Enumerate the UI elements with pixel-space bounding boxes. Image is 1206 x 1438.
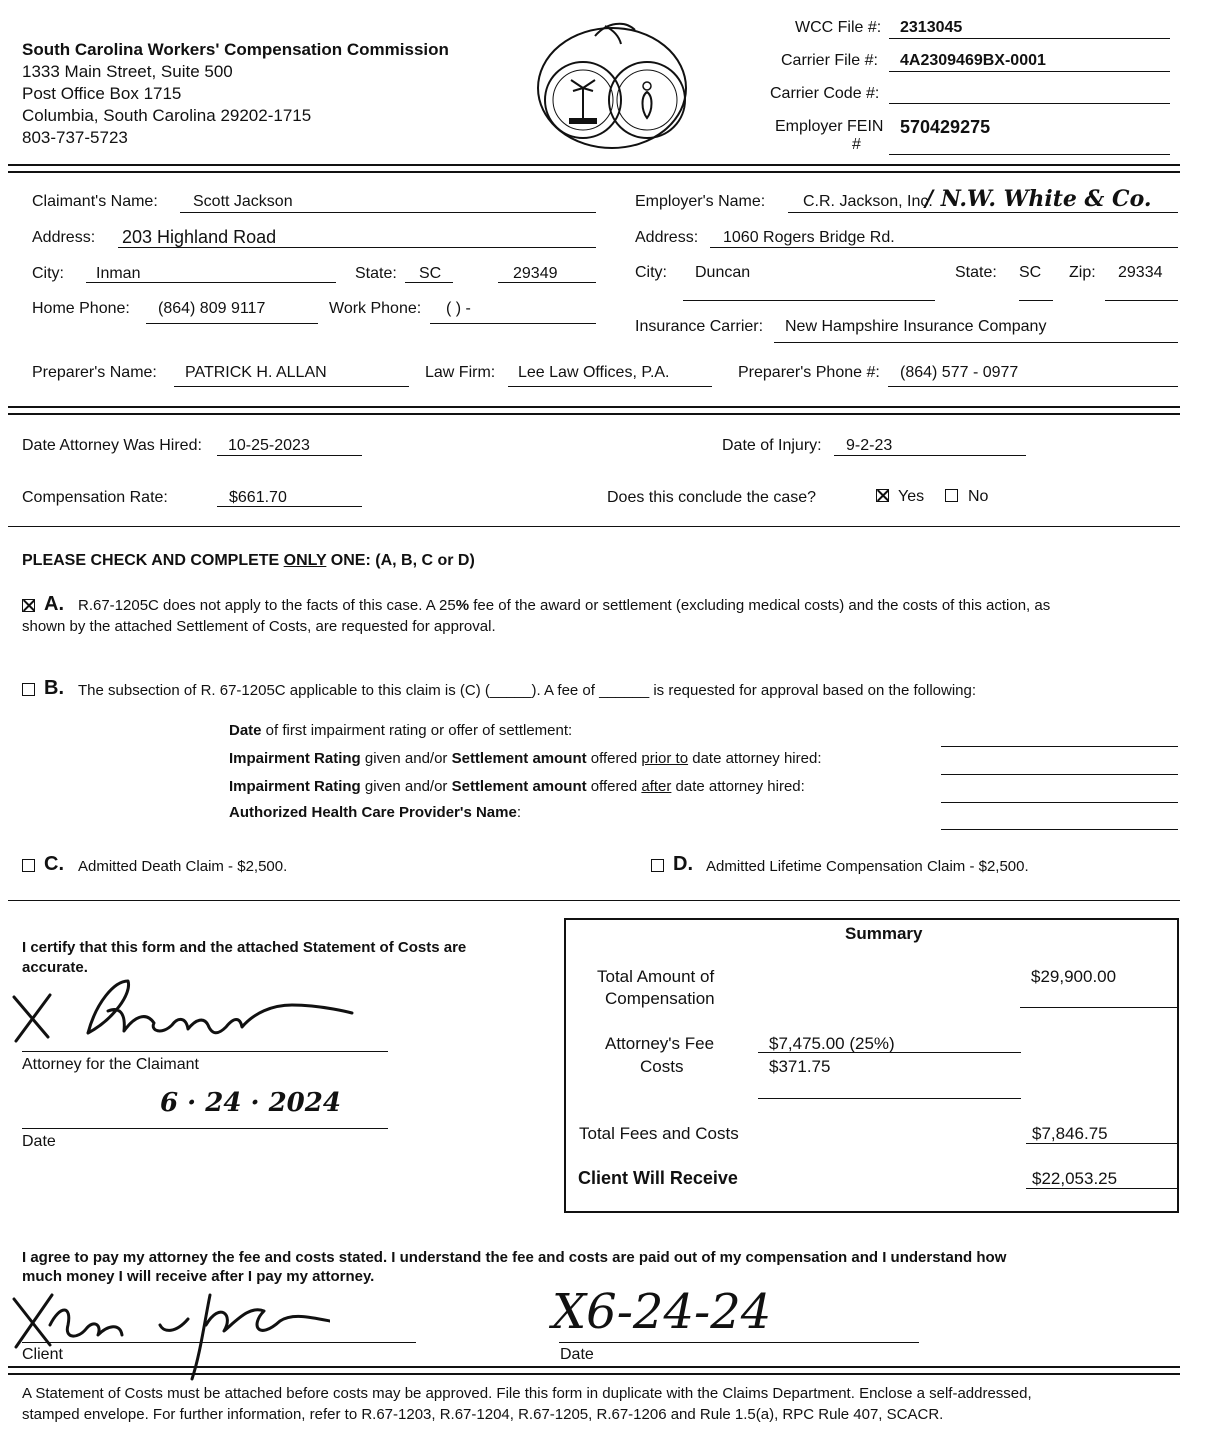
agreement-text-line1: I agree to pay my attorney the fee and costs stated. I understand the fee and costs are paid out of my compensation and I understand how bbox=[22, 1249, 1007, 1266]
client-signature-label: Client bbox=[22, 1346, 63, 1363]
employer-name-handwritten: / N.W. White & Co. bbox=[925, 186, 1152, 212]
commission-name: South Carolina Workers' Compensation Commission bbox=[22, 40, 449, 59]
option-b-item-after: Impairment Rating given and/or Settlement amount offered after date attorney hired: bbox=[229, 778, 805, 795]
certify-statement: I certify that this form and the attached Statement of Costs are bbox=[22, 939, 467, 956]
comp-rate-label: Compensation Rate: bbox=[22, 489, 168, 506]
commission-address-line1: 1333 Main Street, Suite 500 bbox=[22, 62, 233, 81]
employer-fein-value[interactable]: 570429275 bbox=[900, 117, 991, 137]
option-a-letter: A. bbox=[44, 593, 64, 615]
claimant-city-value[interactable]: Inman bbox=[96, 265, 141, 282]
option-b-item-provider: Authorized Health Care Provider's Name: bbox=[229, 804, 521, 821]
date-hired-label: Date Attorney Was Hired: bbox=[22, 437, 202, 454]
law-firm-value[interactable]: Lee Law Offices, P.A. bbox=[518, 364, 670, 381]
client-receive-value[interactable]: $22,053.25 bbox=[1032, 1169, 1118, 1188]
state-seal-icon bbox=[535, 14, 690, 154]
law-firm-label: Law Firm: bbox=[425, 364, 496, 381]
option-b-item-date: Date of first impairment rating or offer of settlement: bbox=[229, 722, 573, 739]
option-d-text: Admitted Lifetime Compensation Claim - $2,500. bbox=[706, 858, 1029, 875]
claimant-address-label: Address: bbox=[32, 229, 96, 246]
commission-address-line3: Columbia, South Carolina 29202-1715 bbox=[22, 106, 312, 125]
wcc-file-value[interactable]: 2313045 bbox=[900, 19, 963, 36]
case-divider bbox=[8, 526, 1180, 527]
comp-rate-value[interactable]: $661.70 bbox=[229, 489, 287, 506]
attorney-signature bbox=[8, 975, 418, 1045]
commission-phone: 803-737-5723 bbox=[22, 128, 128, 147]
option-a-text-line2: shown by the attached Settlement of Costs, are requested for approval. bbox=[22, 618, 496, 635]
employer-fein-label: Employer FEIN bbox=[775, 118, 884, 135]
home-phone-value[interactable]: (864) 809 9117 bbox=[158, 300, 266, 317]
costs-label: Costs bbox=[640, 1057, 684, 1076]
option-c-letter: C. bbox=[44, 853, 64, 875]
conclude-yes-checkbox[interactable] bbox=[876, 489, 889, 502]
wcc-file-label: WCC File #: bbox=[795, 19, 882, 36]
footer-note-line1: A Statement of Costs must be attached before costs may be approved. File this form in duplicate with the Claims Department. Enclose a self-addressed, bbox=[22, 1385, 1032, 1402]
total-comp-label-line1: Total Amount of bbox=[597, 967, 715, 986]
work-phone-value[interactable]: ( ) - bbox=[446, 300, 471, 317]
option-a-text: R.67-1205C does not apply to the facts of this case. A 25% fee of the award or settlement (excluding medical costs) and the costs of this action, as bbox=[78, 597, 1051, 614]
employer-city-value[interactable]: Duncan bbox=[695, 264, 751, 281]
employer-fein-hash: # bbox=[852, 136, 861, 153]
total-comp-value[interactable]: $29,900.00 bbox=[1031, 967, 1117, 986]
option-b-text: The subsection of R. 67-1205C applicable to this claim is (C) (_____). A fee of ______ is requested for approval based on the following: bbox=[78, 682, 977, 699]
claimant-name-label: Claimant's Name: bbox=[32, 193, 158, 210]
client-sign-date: X6-24-24 bbox=[552, 1284, 772, 1340]
agreement-text-line2: much money I will receive after I pay my attorney. bbox=[22, 1268, 375, 1285]
employer-name-label: Employer's Name: bbox=[635, 193, 766, 210]
client-date-label: Date bbox=[560, 1346, 594, 1363]
option-b-letter: B. bbox=[44, 677, 64, 699]
date-hired-value[interactable]: 10-25-2023 bbox=[228, 437, 310, 454]
attorney-signature-label: Attorney for the Claimant bbox=[22, 1056, 199, 1073]
attorney-fee-label: Attorney's Fee bbox=[605, 1034, 715, 1053]
attorney-date-label: Date bbox=[22, 1133, 56, 1150]
attorney-fee-value[interactable]: $7,475.00 (25%) bbox=[769, 1034, 895, 1053]
work-phone-label: Work Phone: bbox=[329, 300, 422, 317]
costs-value[interactable]: $371.75 bbox=[769, 1057, 831, 1076]
preparer-phone-value[interactable]: (864) 577 - 0977 bbox=[900, 364, 1019, 381]
option-c-text: Admitted Death Claim - $2,500. bbox=[78, 858, 288, 875]
preparer-name-value[interactable]: PATRICK H. ALLAN bbox=[185, 364, 327, 381]
option-b-checkbox[interactable] bbox=[22, 683, 35, 696]
claimant-city-label: City: bbox=[32, 265, 64, 282]
claimant-name-value[interactable]: Scott Jackson bbox=[193, 193, 293, 210]
carrier-file-label: Carrier File #: bbox=[781, 52, 878, 69]
employer-city-label: City: bbox=[635, 264, 667, 281]
employer-zip-value[interactable]: 29334 bbox=[1118, 264, 1163, 281]
claimant-zip-value[interactable]: 29349 bbox=[513, 265, 558, 282]
claimant-address-value[interactable]: 203 Highland Road bbox=[122, 227, 277, 247]
date-injury-value[interactable]: 9-2-23 bbox=[846, 437, 893, 454]
total-comp-label-line2: Compensation bbox=[605, 989, 715, 1008]
options-heading: PLEASE CHECK AND COMPLETE ONLY ONE: (A, B, C or D) bbox=[22, 552, 475, 569]
insurance-carrier-value[interactable]: New Hampshire Insurance Company bbox=[785, 318, 1047, 335]
option-c-checkbox[interactable] bbox=[22, 859, 35, 872]
header-divider bbox=[8, 164, 1180, 173]
footer-divider bbox=[8, 1366, 1180, 1375]
conclude-yes-label: Yes bbox=[898, 488, 925, 505]
carrier-file-value[interactable]: 4A2309469BX-0001 bbox=[900, 52, 1046, 69]
claimant-state-label: State: bbox=[355, 265, 397, 282]
options-divider bbox=[8, 900, 1180, 901]
insurance-carrier-label: Insurance Carrier: bbox=[635, 318, 764, 335]
employer-address-value[interactable]: 1060 Rogers Bridge Rd. bbox=[723, 229, 895, 246]
home-phone-label: Home Phone: bbox=[32, 300, 130, 317]
parties-divider bbox=[8, 406, 1180, 415]
total-fees-value[interactable]: $7,846.75 bbox=[1032, 1124, 1108, 1143]
employer-name-value[interactable]: C.R. Jackson, Inc. bbox=[803, 193, 933, 210]
employer-address-label: Address: bbox=[635, 229, 699, 246]
total-fees-label: Total Fees and Costs bbox=[579, 1124, 739, 1143]
carrier-code-label: Carrier Code #: bbox=[770, 85, 880, 102]
attorney-sign-date: 6 · 24 · 2024 bbox=[160, 1088, 341, 1118]
option-d-checkbox[interactable] bbox=[651, 859, 664, 872]
date-injury-label: Date of Injury: bbox=[722, 437, 822, 454]
conclude-no-label: No bbox=[968, 488, 989, 505]
employer-state-value[interactable]: SC bbox=[1019, 264, 1042, 281]
conclude-case-label: Does this conclude the case? bbox=[607, 489, 817, 506]
claimant-state-value[interactable]: SC bbox=[419, 265, 442, 282]
option-d-letter: D. bbox=[673, 853, 693, 875]
certify-statement-line2: accurate. bbox=[22, 959, 88, 976]
employer-state-label: State: bbox=[955, 264, 997, 281]
footer-note-line2: stamped envelope. For further information, refer to R.67-1203, R.67-1204, R.67-1205, R.67-1206 and Rule 1.5(a), RPC Rule 407, SCACR. bbox=[22, 1406, 944, 1423]
commission-address-line2: Post Office Box 1715 bbox=[22, 84, 182, 103]
option-a-checkbox[interactable] bbox=[22, 599, 35, 612]
preparer-phone-label: Preparer's Phone #: bbox=[738, 364, 880, 381]
employer-zip-label: Zip: bbox=[1069, 264, 1096, 281]
client-receive-label: Client Will Receive bbox=[578, 1168, 738, 1188]
summary-title: Summary bbox=[845, 924, 923, 943]
preparer-name-label: Preparer's Name: bbox=[32, 364, 157, 381]
conclude-no-checkbox[interactable] bbox=[945, 489, 958, 502]
option-b-item-prior: Impairment Rating given and/or Settlement amount offered prior to date attorney hired: bbox=[229, 750, 822, 767]
